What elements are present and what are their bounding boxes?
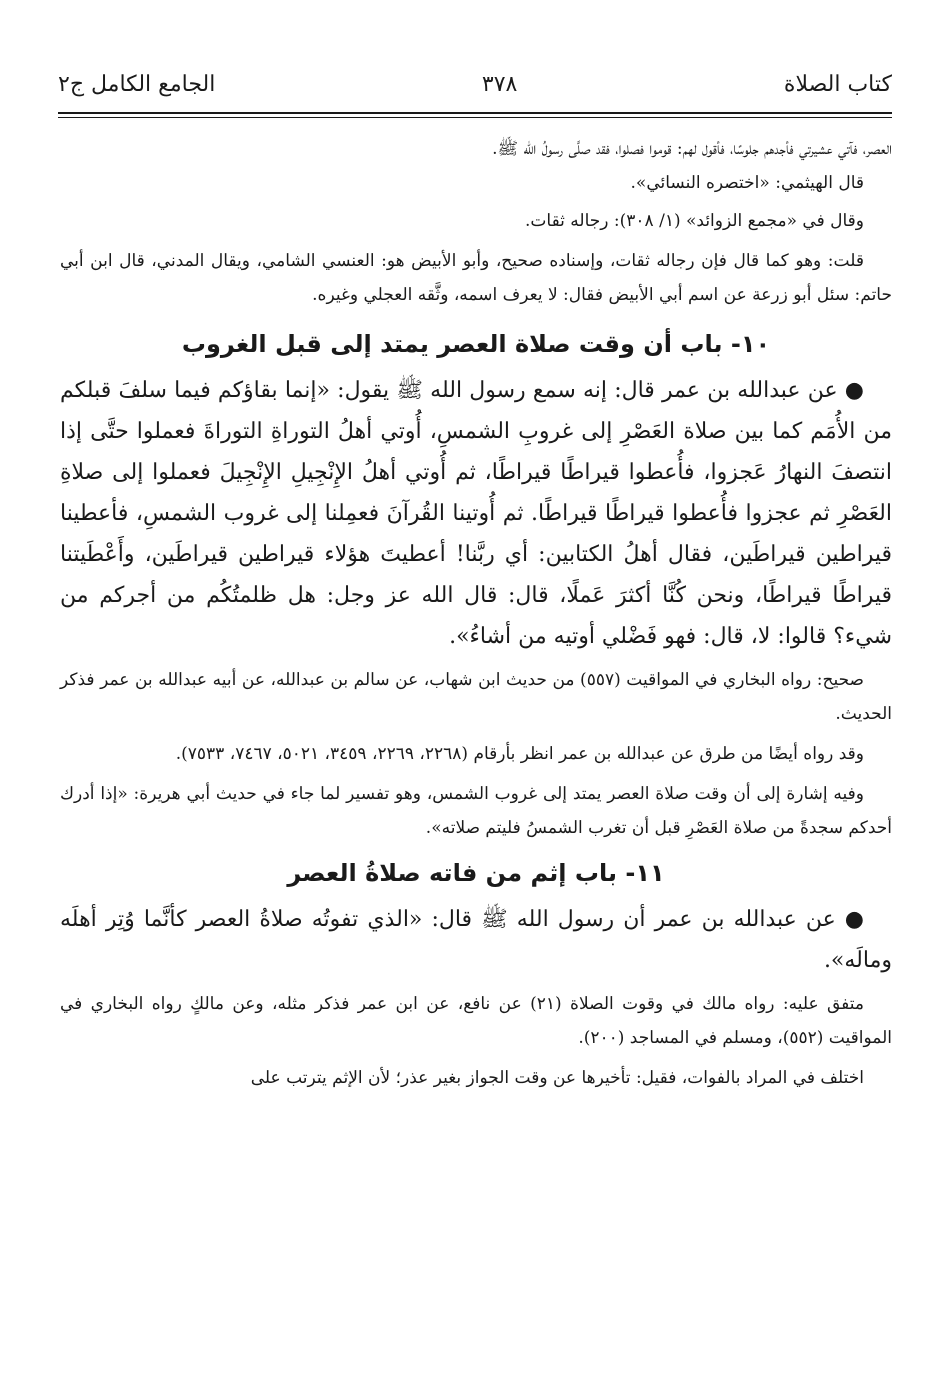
paragraph-takhrij-2: وقد رواه أيضًا من طرق عن عبدالله بن عمر انظر بأرقام (٢٢٦٨، ٢٢٦٩، ٣٤٥٩، ٥٠٢١، ٧٤٦٧، ٧٥٣٣). [175, 744, 864, 764]
chapter-heading-10: ١٠- باب أن وقت صلاة العصر يمتد إلى قبل الغروب [181, 330, 771, 358]
paragraph-note: وفيه إشارة إلى أن وقت صلاة العصر يمتد إلى غروب الشمس، وهو تفسير لما جاء في حديث أبي هريرة: «إذا أدرك أحدكم سجدةً من صلاة العَصْرِ قبل أن تغرب الشمسُ فليتم صلاته». [60, 784, 892, 838]
header-book-title: الجامع الكامل ج٢ [58, 71, 216, 97]
paragraph-continuation: العصر، فآتي عشيرتي فأجدهم جلوسًا، فأقول لهم: قوموا فصلوا، فقد صلَّى رسولُ الله ﷺ. [492, 139, 892, 159]
hadith-text-10: ● عن عبدالله بن عمر قال: إنه سمع رسول الله ﷺ يقول: «إنما بقاؤكم فيما سلفَ قبلكم من الأُمَم كما بين صلاة العَصْرِ إلى غروبِ الشمسِ، أُوتي أهلُ التوراةِ التوراةَ فعملوا حتَّى إذا انتصفَ النهارُ عَجزوا، فأُعطوا قيراطًا قيراطًا، ثم أُوتي أهلُ الإِنْجِيلِ الإِنْجِيلَ فعملوا إلى صلاةِ العَصْرِ ثم عجزوا فأُعطوا قيراطًا قيراطًا. ثم أُوتينا القُرآنَ فعمِلنا إلى غروب الشمسِ، فأعطينا قيراطين قيراطَين، فقال أهلُ الكتابين: أي ربَّنا! أعطيتَ هؤلاء قيراطين قيراطَين، وأَعْطَيتنا قيراطًا قيراطًا، ونحن كُنَّا أكثرَ عَملًا، قال: قال الله عز وجل: هل ظلمتُكُم من أجركم من شيء؟ قالوا: لا، قال: فهو فَضْلي أوتيه من أشاءُ». [60, 378, 892, 649]
paragraph-haythami: قال الهيثمي: «اختصره النسائي». [630, 173, 864, 193]
chapter-heading-11: ١١- باب إثم من فاته صلاةُ العصر [287, 859, 665, 887]
running-header [58, 64, 892, 104]
header-section: كتاب الصلاة [783, 71, 892, 97]
header-rule-thin [58, 117, 892, 118]
paragraph-takhrij-1: صحيح: رواه البخاري في المواقيت (٥٥٧) من حديث ابن شهاب، عن سالم بن عبدالله، عن أبيه عبدالله بن عمر فذكر الحديث. [60, 670, 892, 724]
paragraph-majma: وقال في «مجمع الزوائد» (١/ ٣٠٨): رجاله ثقات. [524, 211, 864, 231]
hadith-text-11: ● عن عبدالله بن عمر أن رسول الله ﷺ قال: «الذي تفوتُه صلاةُ العصر كأنَّما وُتِر أهلَه ومالَه». [60, 907, 892, 973]
page-body [60, 132, 892, 1095]
paragraph-comment: قلت: وهو كما قال فإن رجاله ثقات، وإسناده صحيح، وأبو الأبيض هو: العنسي الشامي، ويقال المدني، قال ابن أبي حاتم: سئل أبو زرعة عن اسم أبي الأبيض فقال: لا يعرف اسمه، وثَّقه العجلي وغيره. [60, 251, 892, 305]
paragraph-takhrij-3: متفق عليه: رواه مالك في وقوت الصلاة (٢١) عن نافع، عن ابن عمر فذكر مثله، وعن مالكٍ رواه البخاري في المواقيت (٥٥٢)، ومسلم في المساجد (٢٠٠). [60, 994, 892, 1048]
paragraph-explanation: اختلف في المراد بالفوات، فقيل: تأخيرها عن وقت الجواز بغير عذر؛ لأن الإثم يترتب على [250, 1068, 864, 1088]
page-number: ٣٧٨ [481, 71, 518, 97]
header-rule-thick [58, 112, 892, 114]
